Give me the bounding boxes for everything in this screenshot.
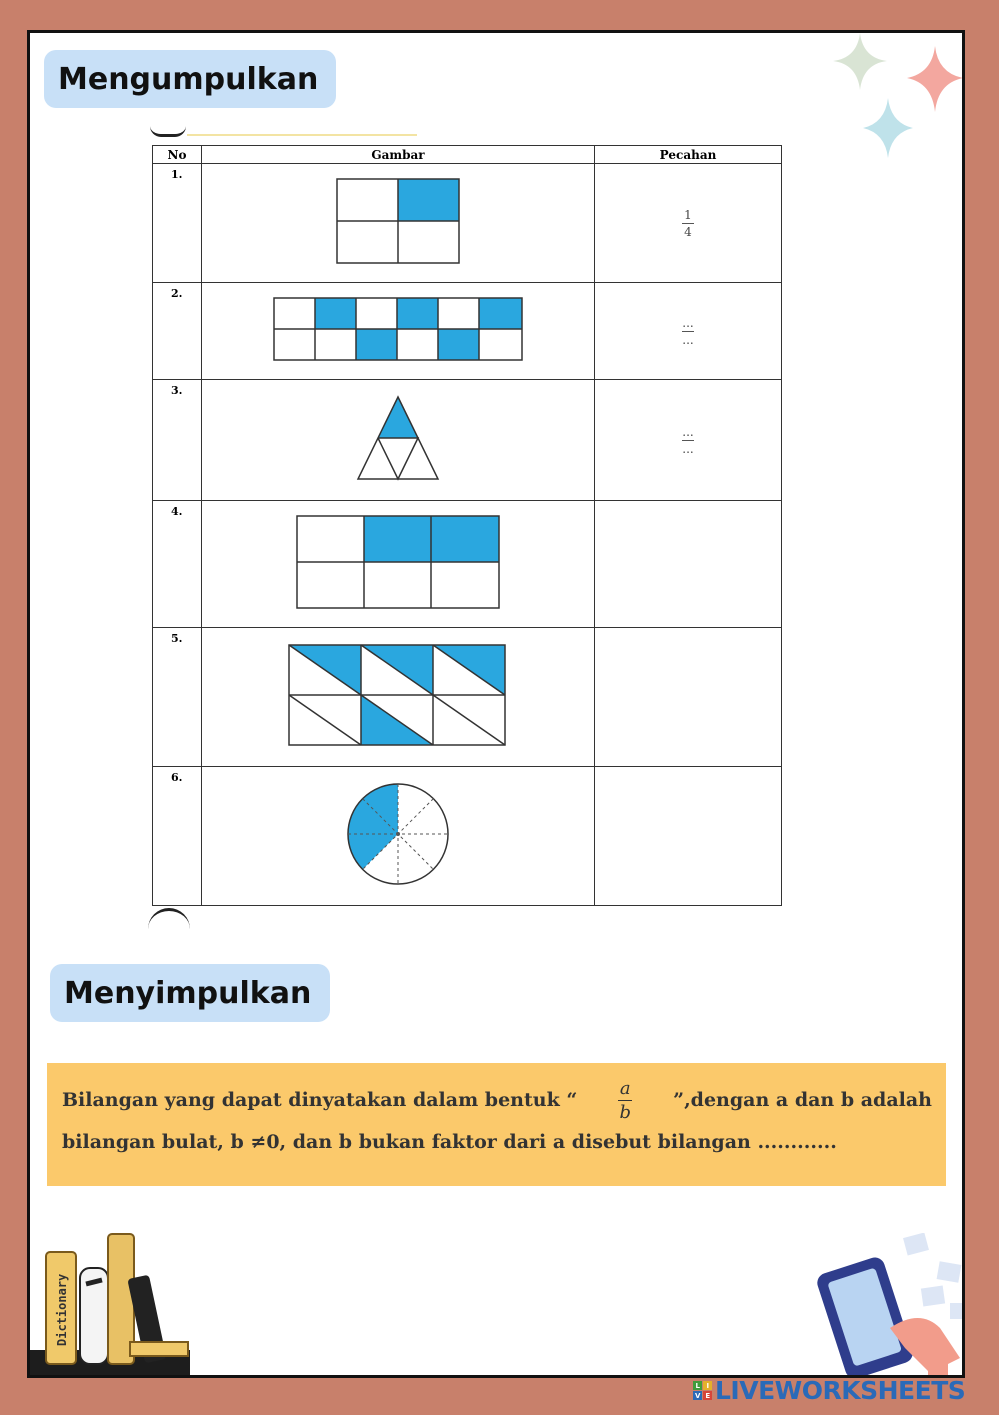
- row-picture: [202, 767, 595, 906]
- row-number: 3.: [153, 380, 202, 501]
- tablet-reading-illustration: [810, 1233, 965, 1378]
- numerator-a: a: [619, 1077, 631, 1099]
- numerator: 1: [684, 207, 692, 222]
- fraction-answer-blank[interactable]: [682, 316, 694, 347]
- numerator-blank[interactable]: ...: [682, 315, 694, 330]
- table-row: [153, 380, 782, 501]
- column-header-fraction: Pecahan: [595, 146, 782, 164]
- row-number: 1.: [153, 164, 202, 283]
- heading-collect-text: Mengumpulkan: [58, 61, 319, 97]
- row-answer[interactable]: [595, 767, 782, 906]
- row-number: 2.: [153, 283, 202, 380]
- row-picture: [202, 164, 595, 283]
- denominator-b: b: [619, 1101, 631, 1123]
- rectangle-quarters-figure: [335, 177, 461, 265]
- table-header-row: [153, 146, 782, 164]
- heading-collect: [44, 50, 336, 108]
- table-row: [153, 767, 782, 906]
- fraction-a-over-b: [618, 1079, 632, 1122]
- triangle-fourths-figure: [356, 395, 440, 481]
- heading-conclude-text: Menyimpulkan: [64, 975, 312, 1011]
- table-row: [153, 283, 782, 380]
- circle-eighths-figure: [346, 782, 450, 886]
- denominator-blank[interactable]: ...: [682, 332, 694, 347]
- row-answer[interactable]: [595, 380, 782, 501]
- brand-logo-icon: L I V E: [693, 1381, 712, 1400]
- conclusion-line-1: [62, 1079, 932, 1121]
- book-label: Dictionary: [55, 1273, 69, 1346]
- row-answer[interactable]: [595, 501, 782, 628]
- conclusion-box: [47, 1063, 946, 1186]
- books-illustration: [30, 1228, 200, 1378]
- row-picture: [202, 501, 595, 628]
- fraction-table: [152, 145, 782, 906]
- row-answer[interactable]: [595, 628, 782, 767]
- row-number: 4.: [153, 501, 202, 628]
- fraction-answer: [682, 208, 694, 239]
- decorative-arc-top: [150, 126, 186, 137]
- heading-conclude: [50, 964, 330, 1022]
- decorative-arc-bottom: [148, 908, 190, 931]
- conclusion-text-start: Bilangan yang dapat dinyatakan dalam bentuk “: [62, 1089, 578, 1111]
- row-number: 6.: [153, 767, 202, 906]
- denominator: 4: [684, 224, 692, 239]
- conclusion-text-end: ”,dengan a dan b adalah: [673, 1089, 932, 1111]
- rectangle-twelfths-figure: [272, 296, 524, 362]
- table-row: [153, 501, 782, 628]
- triangle-grid-figure: [287, 643, 509, 747]
- table-row: [153, 164, 782, 283]
- row-answer: [595, 164, 782, 283]
- table-row: [153, 628, 782, 767]
- sparkles-decoration: [825, 30, 965, 173]
- decorative-strip: [187, 134, 417, 136]
- liveworksheets-brand[interactable]: [693, 1376, 965, 1405]
- row-picture: [202, 283, 595, 380]
- brand-text: LIVEWORKSHEETS: [715, 1376, 966, 1405]
- row-picture: [202, 380, 595, 501]
- column-header-no: No: [153, 146, 202, 164]
- worksheet-page: [27, 30, 965, 1378]
- conclusion-line-2[interactable]: bilangan bulat, b ≠0, dan b bukan faktor dari a disebut bilangan ............: [62, 1131, 837, 1153]
- rectangle-sixths-figure: [295, 514, 501, 610]
- fraction-answer-blank[interactable]: [682, 425, 694, 456]
- numerator-blank[interactable]: ...: [682, 424, 694, 439]
- column-header-picture: Gambar: [202, 146, 595, 164]
- denominator-blank[interactable]: ...: [682, 441, 694, 456]
- row-number: 5.: [153, 628, 202, 767]
- row-picture: [202, 628, 595, 767]
- row-answer[interactable]: [595, 283, 782, 380]
